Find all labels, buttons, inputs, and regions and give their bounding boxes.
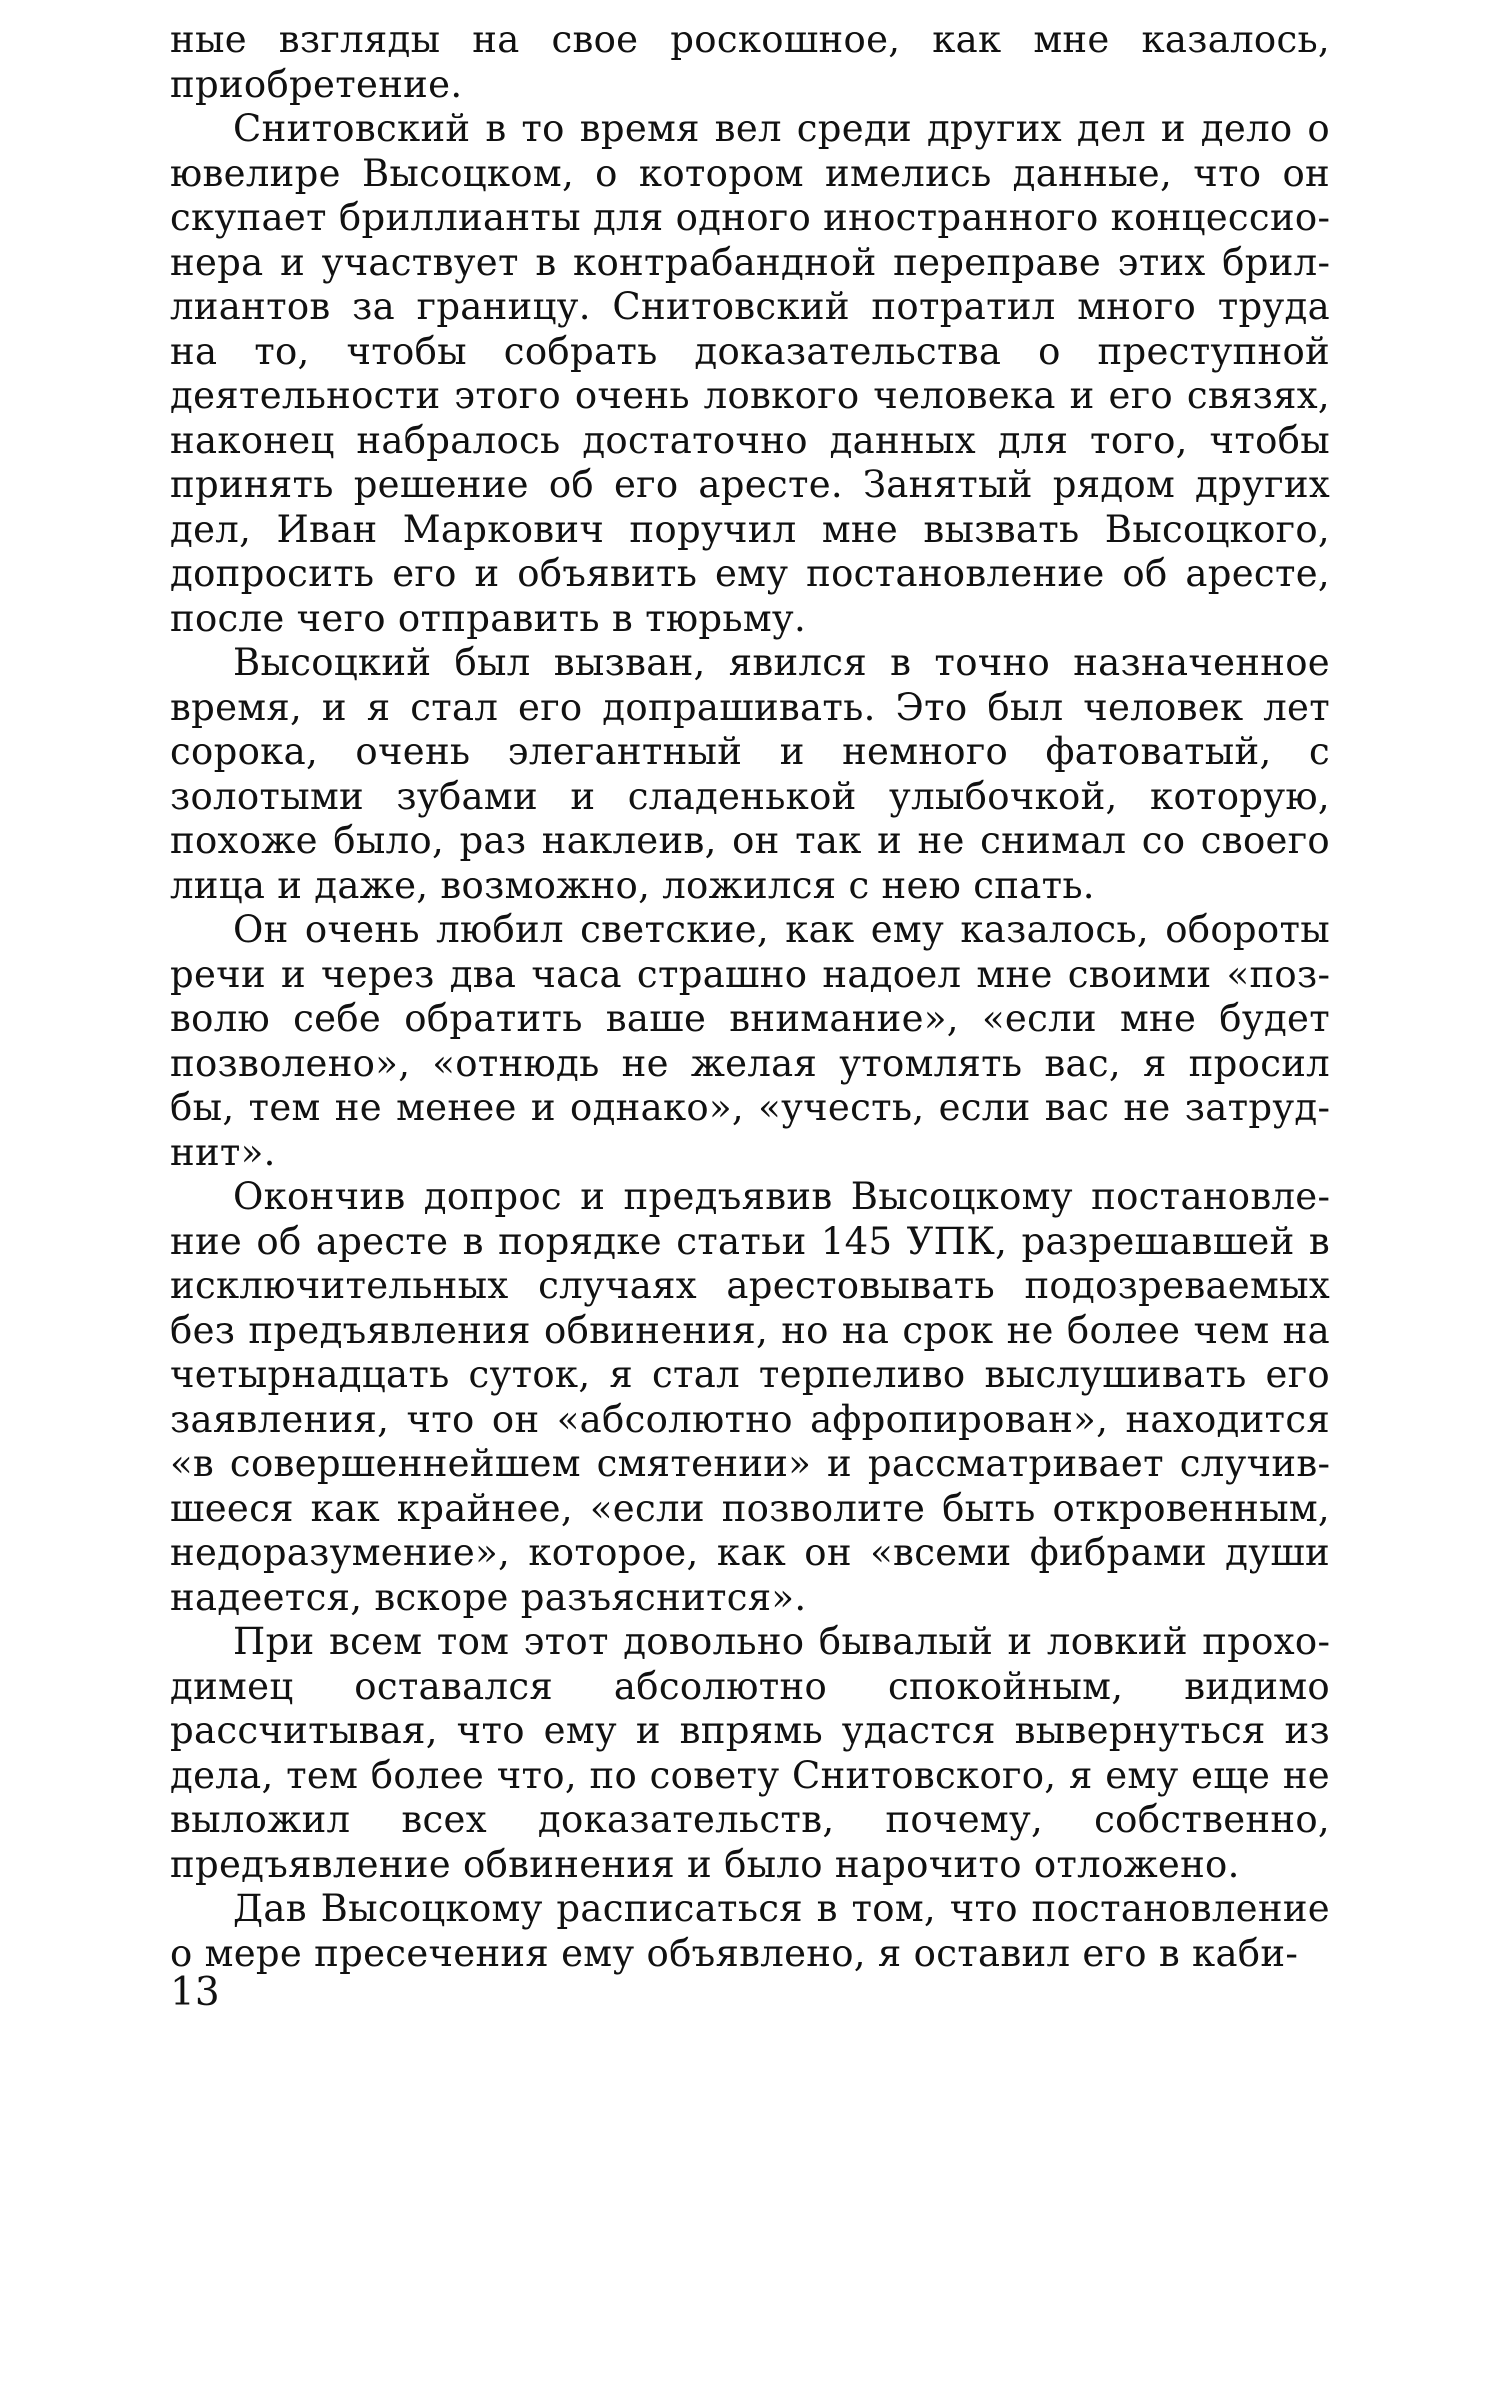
paragraph-3: Высоцкий был вызван, явился в точно назначенное время, и я стал его допрашивать. Это был человек лет сорока, очень элегантный и немного фатоватый, с золотыми зубами и сладенькой улыбочкой, которую, похоже было, раз наклеив, он так и не снимал со своего лица и даже, возможно, ложился с нею спать.	[170, 641, 1330, 907]
book-page-text	[170, 18, 1330, 1976]
paragraph-1: ные взгляды на свое роскошное, как мне казалось, приобретение.	[170, 18, 1330, 106]
paragraph-6: При всем том этот довольно бывалый и ловкий проходимец оставался абсолютно спокойным, видимо рассчитывая, что ему и впрямь удастся вывернуться из дела, тем более что, по совету Снитовского, я ему еще не выложил всех доказательств, почему, собственно, предъявление обвинения и было нарочито отложено.	[170, 1620, 1330, 1886]
paragraph-5: Окончив допрос и предъявив Высоцкому постановление об аресте в порядке статьи 145 УПК, разрешавшей в исключительных случаях арестовывать подозреваемых без предъявления обвинения, но на срок не более чем на четырнадцать суток, я стал терпеливо выслушивать его заявления, что он «абсолютно афропирован», находится «в совершеннейшем смятении» и рассматривает случившееся как крайнее, «если позволите быть откровенным, недоразумение», которое, как он «всеми фибрами души надеется, вскоре разъяснится».	[170, 1175, 1330, 1619]
page-number: 13	[170, 1970, 220, 2015]
paragraph-4: Он очень любил светские, как ему казалось, обороты речи и через два часа страшно надоел мне своими «позволю себе обратить ваше внимание», «если мне будет позволено», «отнюдь не желая утомлять вас, я просил бы, тем не менее и однако», «учесть, если вас не затруднит».	[170, 908, 1330, 1174]
paragraph-7: Дав Высоцкому расписаться в том, что постановление о мере пресечения ему объявлено, я оставил его в каби-	[170, 1887, 1330, 1975]
paragraph-2: Снитовский в то время вел среди других дел и дело о ювелире Высоцком, о котором имелись данные, что он скупает бриллианты для одного иностранного концессионера и участвует в контрабандной переправе этих бриллиантов за границу. Снитовский потратил много труда на то, чтобы собрать доказательства о преступной деятельности этого очень ловкого человека и его связях, наконец набралось достаточно данных для того, чтобы принять решение об его аресте. Занятый рядом других дел, Иван Маркович поручил мне вызвать Высоцкого, допросить его и объявить ему постановление об аресте, после чего отправить в тюрьму.	[170, 107, 1330, 640]
